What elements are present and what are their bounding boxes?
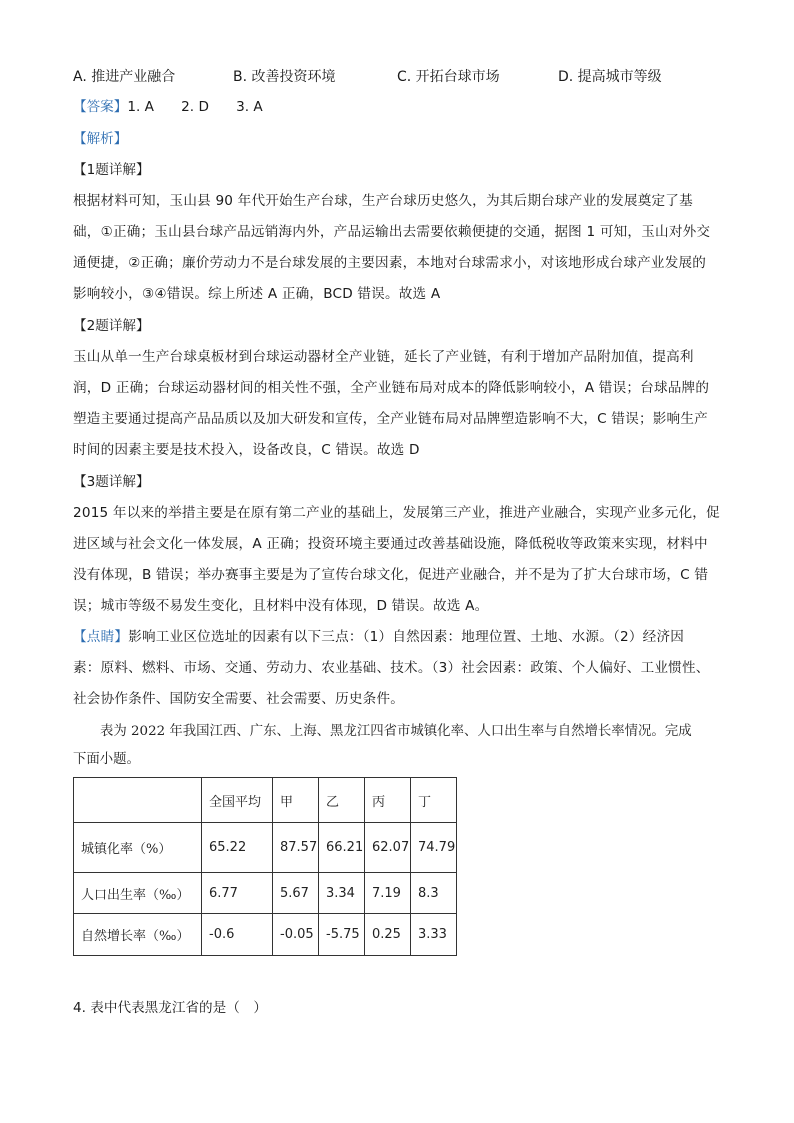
text-line: 通便捷，②正确；廉价劳动力不是台球发展的主要因素，本地对台球需求小，对该地形成台球产业发展的 [73,255,707,271]
table-cell: 62.07 [365,823,411,873]
table-header-cell [74,778,202,823]
table-header-cell: 丙 [365,778,411,823]
text-line: 2015 年以来的举措主要是在原有第二产业的基础上，发展第三产业，推进产业融合，实现产业多元化，促 [73,505,720,521]
table-cell: 8.3 [411,873,457,914]
table-cell: -0.05 [273,914,319,956]
text-line: 根据材料可知，玉山县 90 年代开始生产台球，生产台球历史悠久，为其后期台球产业的发展奠定了基 [73,193,693,209]
table-header-cell: 丁 [411,778,457,823]
table-cell: 3.33 [411,914,457,956]
table-cell: -5.75 [319,914,365,956]
table-cell: 65.22 [202,823,273,873]
text-line: 素：原料、燃料、市场、交通、劳动力、农业基础、技术。（3）社会因素：政策、个人偏好、工业惯性、 [73,660,710,676]
table-cell: 66.21 [319,823,365,873]
text-line: 社会协作条件、国防安全需要、社会需要、历史条件。 [73,691,405,707]
tip-tag: 【点睛】 [73,629,129,645]
answer-text: 1. A 2. D 3. A [127,99,263,115]
table-header-row [74,778,457,823]
text-line: 础，①正确；玉山县台球产品远销海内外，产品运输出去需要依赖便捷的交通，据图 1 可知，玉山对外交 [73,224,711,240]
tip-block [73,622,723,715]
q3-heading: 【3题详解】 [73,474,150,490]
text-line: 进区域与社会文化一体发展，A 正确；投资环境主要通过改善基础设施，降低税收等政策来实现，材料中 [73,536,708,552]
q3-explanation [73,498,723,622]
data-table [73,777,457,956]
option-d: D. 提高城市等级 [558,69,662,85]
text-line: 影响较小，③④错误。综上所述 A 正确，BCD 错误。故选 A [73,286,441,302]
text-line: 塑造主要通过提高产品品质以及加大研发和宣传，全产业链布局对品牌塑造影响不大，C 错误；影响生产 [73,411,708,427]
q1-heading: 【1题详解】 [73,162,150,178]
q2-heading: 【2题详解】 [73,318,150,334]
option-a: A. 推进产业融合 [73,69,176,85]
table-row [74,914,457,956]
table-row [74,823,457,873]
table-cell: 74.79 [411,823,457,873]
table-intro-line: 表为 2022 年我国江西、广东、上海、黑龙江四省市城镇化率、人口出生率与自然增长率情况。完成 [100,724,692,739]
row-label: 城镇化率（%） [74,823,202,873]
text-line: 玉山从单一生产台球桌板材到台球运动器材全产业链，延长了产业链，有利于增加产品附加值，提高利 [73,349,694,365]
answer-line [73,91,263,123]
table-cell: 6.77 [202,873,273,914]
table-header-cell: 全国平均 [202,778,273,823]
answer-tag: 【答案】 [73,99,128,115]
q1-explanation [73,186,723,310]
table-cell: 3.34 [319,873,365,914]
option-c: C. 开拓台球市场 [397,69,500,85]
table-row [74,873,457,914]
text-line: 时间的因素主要是技术投入，设备改良，C 错误。故选 D [73,442,420,458]
table-header-cell: 乙 [319,778,365,823]
table-cell: -0.6 [202,914,273,956]
table-header-cell: 甲 [273,778,319,823]
table-cell: 7.19 [365,873,411,914]
table-cell: 5.67 [273,873,319,914]
row-label: 自然增长率（‰） [74,914,202,956]
analysis-tag: 【解析】 [73,131,128,147]
q2-explanation [73,342,723,466]
table-cell: 0.25 [365,914,411,956]
text-line [73,622,723,653]
text-line: 误；城市等级不易发生变化，且材料中没有体现，D 错误。故选 A。 [73,598,489,614]
table-cell: 87.57 [273,823,319,873]
table-intro-line: 下面小题。 [73,752,140,767]
question-4: 4. 表中代表黑龙江省的是（ ） [73,1000,268,1016]
tip-line: 影响工业区位选址的因素有以下三点：（1）自然因素：地理位置、土地、水源。（2）经济因 [128,629,685,645]
text-line: 润，D 正确；台球运动器材间的相关性不强，全产业链布局对成本的降低影响较小，A 错误；台球品牌的 [73,380,710,396]
row-label: 人口出生率（‰） [74,873,202,914]
option-b: B. 改善投资环境 [233,69,336,85]
text-line: 没有体现，B 错误；举办赛事主要是为了宣传台球文化，促进产业融合，并不是为了扩大台球市场，C 错 [73,567,709,583]
